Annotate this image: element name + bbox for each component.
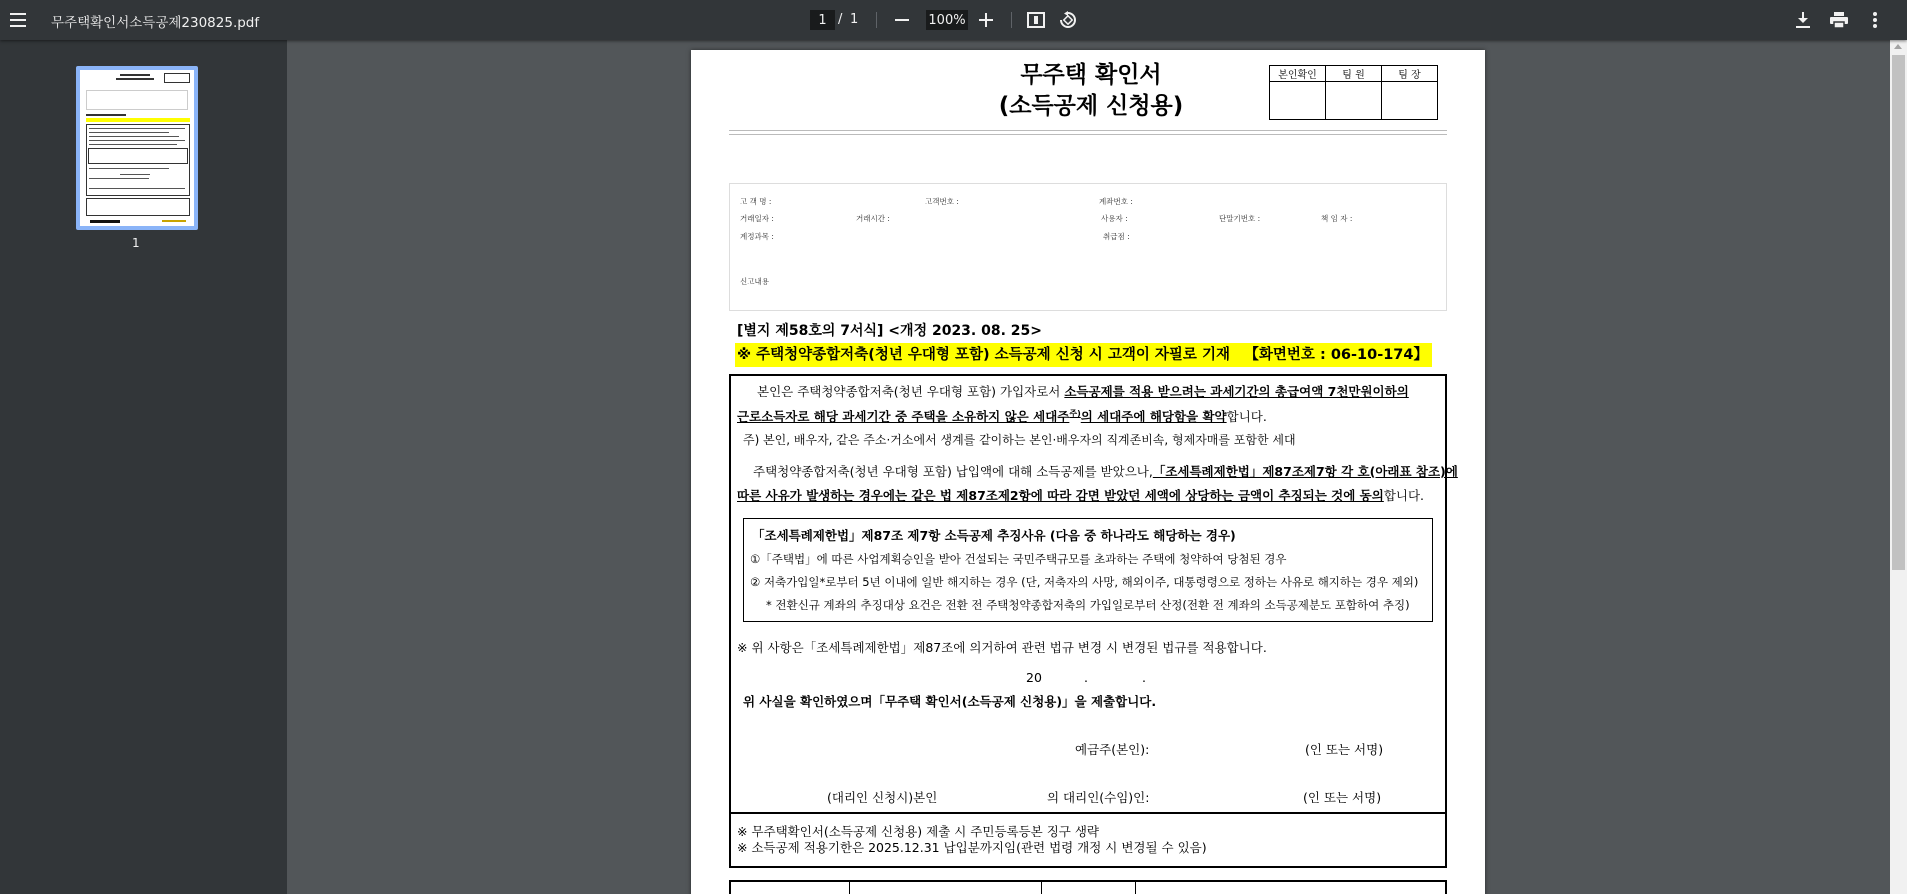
approval-header: 팀 장	[1382, 66, 1438, 82]
divider	[729, 134, 1447, 135]
stamp-field: 고 객 명 :	[740, 197, 772, 206]
print-icon	[1830, 12, 1848, 28]
clawback-item-2: ② 저축가입일*로부터 5년 이내에 일반 해지하는 경우 (단, 저축자의 사망, 해외이주, 대통령령으로 정하는 사유로 해지하는 경우 제외)	[750, 575, 1419, 589]
document-viewer[interactable]	[287, 40, 1890, 894]
footer-note-1: ※ 무주택확인서(소득공제 신청용) 제출 시 주민등록등본 징구 생략	[737, 824, 1099, 839]
paragraph-2-line-1: 주택청약종합저축(청년 우대형 포함) 납입액에 대해 소득공제를 받았으나,「조세특례제한법」제87조제7항 각 호(아래표 참조)에	[753, 464, 1458, 479]
document-title: 무주택확인서소득공제230825.pdf	[51, 15, 260, 31]
plus-icon	[979, 13, 993, 27]
pdf-toolbar	[0, 0, 1907, 40]
zoom-out-button[interactable]	[884, 2, 920, 38]
scroll-up-arrow[interactable]	[1894, 44, 1902, 49]
toolbar-divider	[1011, 12, 1012, 28]
stamp-field: 단말기번호 :	[1219, 214, 1261, 223]
paragraph-2-line-2: 따른 사유가 발생하는 경우에는 같은 법 제87조제2항에 따라 감면 받았던 세액에 상당하는 금액이 추징되는 것에 동의합니다.	[737, 488, 1425, 503]
paragraph-1-line-1: 본인은 주택청약종합저축(청년 우대형 포함) 가입자로서 소득공제를 적용 받으려는 과세기간의 총급여액 7천만원이하의	[757, 384, 1409, 399]
zoom-in-button[interactable]	[968, 2, 1004, 38]
form-title	[961, 60, 1221, 122]
date-separator: .	[1142, 670, 1146, 685]
paragraph-1-line-2: 근로소득자로 해당 과세기간 중 주택을 소유하지 않은 세대주$^{주)}$의 세대주에 해당함을 확약합니다.	[737, 408, 1267, 424]
bank-stamp-area	[729, 183, 1447, 311]
clawback-title: 「조세특례제한법」제87조 제7항 소득공제 추징사유 (다음 중 하나라도 해당하는 경우)	[752, 528, 1236, 543]
page-thumbnail[interactable]	[76, 66, 198, 230]
scroll-thumb[interactable]	[1892, 55, 1905, 570]
stamp-field: 계정과목 :	[740, 232, 774, 241]
approval-header: 팀 원	[1326, 66, 1382, 82]
page-total: 1	[850, 12, 859, 27]
handwrite-notice	[735, 343, 1432, 367]
divider	[731, 812, 1445, 814]
pdf-page	[691, 50, 1485, 894]
stamp-field: 취급점 :	[1103, 232, 1130, 241]
clawback-item-1: ①「주택법」에 따른 사업계획승인을 받아 건설되는 국민주택규모를 초과하는 주택에 청약하여 당첨된 경우	[750, 552, 1287, 566]
proxy-agent-label: 의 대리인(수임)인:	[1047, 790, 1150, 805]
rotate-button[interactable]	[1050, 2, 1086, 38]
menu-button[interactable]	[1, 2, 37, 38]
seal-or-signature: (인 또는 서명)	[1303, 790, 1382, 805]
clawback-reasons-box	[743, 518, 1433, 622]
page-separator: /	[838, 12, 843, 27]
minus-icon	[895, 19, 909, 21]
bottom-table	[729, 880, 1447, 894]
proxy-label: (대리인 신청시)본인	[827, 790, 938, 805]
stamp-field: 책 임 자 :	[1321, 214, 1353, 223]
vertical-scrollbar[interactable]	[1890, 40, 1907, 894]
submission-statement: 위 사실을 확인하였으며「무주택 확인서(소득공제 신청용)」을 제출합니다.	[743, 694, 1157, 709]
title-line-2: (소득공제 신청용)	[998, 93, 1184, 119]
stamp-field: 계좌번호 :	[1099, 197, 1133, 206]
stamp-field: 고객번호 :	[925, 197, 959, 206]
screen-number: 【화면번호 : 06-10-174】	[1244, 347, 1428, 363]
stamp-field: 사용자 :	[1101, 214, 1128, 223]
toolbar-divider	[876, 12, 877, 28]
date-year: 20	[1026, 670, 1042, 685]
zoom-input[interactable]: 100%	[926, 10, 968, 30]
clawback-item-3: * 전환신규 계좌의 추징대상 요건은 전환 전 주택청약종합저축의 가입일로부터 산정(전환 전 계좌의 소득공제분도 포함하여 추징)	[766, 598, 1410, 612]
agreement-box	[729, 374, 1458, 868]
menu-icon	[10, 13, 28, 27]
stamp-field: 거래일자 :	[740, 214, 774, 223]
download-button[interactable]	[1785, 2, 1821, 38]
seal-or-signature: (인 또는 서명)	[1305, 742, 1384, 757]
thumbnail-sidebar	[0, 40, 287, 894]
rotate-icon	[1059, 11, 1077, 29]
fit-page-icon	[1027, 12, 1045, 28]
notice-text: ※ 주택청약종합저축(청년 우대형 포함) 소득공제 신청 시 고객이 자필로 기재	[737, 347, 1230, 363]
title-line-1: 무주택 확인서	[1020, 62, 1162, 88]
divider	[729, 130, 1447, 131]
form-number: [별지 제58호의 7서식] <개정 2023. 08. 25>	[737, 323, 1043, 339]
page-number-input[interactable]: 1	[810, 10, 835, 30]
approval-table	[1269, 65, 1438, 120]
stamp-field: 거래시간 :	[856, 214, 890, 223]
more-actions-button[interactable]	[1857, 2, 1893, 38]
fit-to-page-button[interactable]	[1018, 2, 1054, 38]
download-icon	[1796, 12, 1810, 28]
print-button[interactable]	[1821, 2, 1857, 38]
more-vert-icon	[1873, 12, 1877, 28]
law-notice: ※ 위 사항은「조세특례제한법」제87조에 의거하여 관련 법규 변경 시 변경된 법규를 적용합니다.	[737, 640, 1267, 655]
date-separator: .	[1084, 670, 1088, 685]
depositor-label: 예금주(본인):	[1075, 742, 1150, 757]
note-household: 주) 본인, 배우자, 같은 주소·거소에서 생계를 같이하는 본인·배우자의 직계존비속, 형제자매를 포함한 세대	[743, 433, 1296, 447]
approval-header: 본인확인	[1270, 66, 1326, 82]
stamp-field: 신고내용	[740, 277, 769, 286]
thumbnail-page-label: 1	[132, 236, 140, 250]
footer-note-2: ※ 소득공제 적용기한은 2025.12.31 납입분까지임(관련 법령 개정 시 변경될 수 있음)	[737, 840, 1207, 855]
